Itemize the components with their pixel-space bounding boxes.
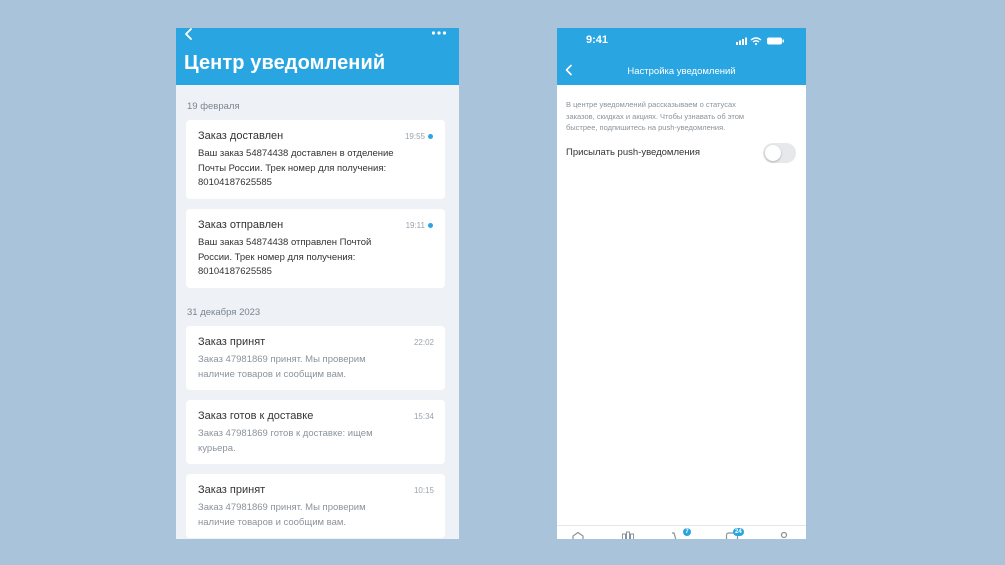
notification-time: 19:11 bbox=[405, 221, 425, 230]
catalog-tab-icon[interactable] bbox=[621, 531, 635, 539]
notification-time: 22:02 bbox=[413, 338, 434, 347]
text-line: Ваш заказ 54874438 отправлен Почтой bbox=[198, 237, 372, 248]
settings-description bbox=[566, 99, 797, 134]
notification-center-screen bbox=[176, 28, 459, 539]
more-icon[interactable] bbox=[431, 30, 447, 36]
home-tab-icon[interactable] bbox=[571, 531, 585, 539]
text-line: наличие товаров и сообщим вам. bbox=[198, 516, 347, 528]
status-bar-time: 9:41 bbox=[586, 34, 609, 46]
status-bar-icons bbox=[736, 36, 786, 46]
date-header: 31 декабря 2023 bbox=[187, 307, 261, 318]
notification-item[interactable] bbox=[186, 209, 445, 288]
text-line: 80104187625585 bbox=[198, 177, 272, 189]
battery-icon bbox=[767, 38, 784, 45]
text-line: курьера. bbox=[198, 442, 236, 454]
wifi-icon bbox=[751, 38, 761, 45]
notification-item[interactable] bbox=[186, 120, 445, 199]
push-toggle-label: Присылать push-уведомления bbox=[566, 146, 700, 158]
notification-title: Заказ принят bbox=[198, 336, 266, 348]
text-line: России. Трек номер для получения: bbox=[198, 251, 356, 263]
unread-dot-icon bbox=[428, 134, 433, 139]
page-title: Центр уведомлений bbox=[184, 52, 386, 74]
bottom-tab-bar bbox=[557, 525, 806, 539]
header bbox=[176, 28, 459, 85]
notification-title: Заказ принят bbox=[198, 484, 266, 496]
notification-text bbox=[198, 501, 433, 530]
header bbox=[557, 28, 806, 85]
notification-item[interactable] bbox=[186, 326, 445, 390]
back-arrow-icon[interactable] bbox=[182, 28, 196, 40]
notification-time: 10:15 bbox=[413, 486, 434, 495]
notification-time: 15:34 bbox=[413, 412, 434, 421]
text-line: Ваш заказ 54874438 доставлен в отделение bbox=[198, 148, 394, 159]
notification-text bbox=[198, 236, 433, 280]
text-line: Заказ 47981869 принят. Мы проверим bbox=[198, 502, 366, 513]
notification-item[interactable] bbox=[186, 474, 445, 538]
unread-dot-icon bbox=[428, 223, 433, 228]
text-line: В центре уведомлений рассказываем о статусах bbox=[566, 100, 736, 109]
cart-badge: 7 bbox=[683, 528, 691, 536]
toggle-knob bbox=[765, 145, 781, 161]
text-line: Заказ 47981869 готов к доставке: ищем bbox=[198, 428, 373, 439]
text-line: Заказ 47981869 принят. Мы проверим bbox=[198, 354, 366, 365]
notification-time: 19:55 bbox=[404, 132, 425, 141]
signal-icon bbox=[736, 38, 747, 46]
notification-title: Заказ отправлен bbox=[198, 219, 284, 231]
text-line: заказов, скидках и акциях. Чтобы узнавать об этом bbox=[566, 111, 745, 121]
notification-text bbox=[198, 147, 433, 191]
notification-title: Заказ доставлен bbox=[198, 130, 284, 142]
messages-badge: 24 bbox=[735, 529, 742, 535]
text-line: наличие товаров и сообщим вам. bbox=[198, 368, 347, 380]
notification-title: Заказ готов к доставке bbox=[198, 410, 314, 422]
text-line: 80104187625585 bbox=[198, 266, 272, 278]
date-header: 19 февраля bbox=[187, 101, 240, 112]
notification-text bbox=[198, 427, 433, 456]
text-line: быстрее, подпишитесь на push-уведомления. bbox=[566, 123, 726, 132]
notification-text bbox=[198, 353, 433, 382]
notification-item[interactable] bbox=[186, 400, 445, 464]
profile-tab-icon[interactable] bbox=[777, 531, 791, 539]
push-toggle-row[interactable] bbox=[566, 143, 797, 165]
push-toggle-switch[interactable] bbox=[763, 143, 796, 163]
notification-settings-screen bbox=[557, 28, 806, 539]
page-title: Настройка уведомлений bbox=[627, 66, 736, 77]
text-line: Почты России. Трек номер для получения: bbox=[198, 162, 387, 174]
